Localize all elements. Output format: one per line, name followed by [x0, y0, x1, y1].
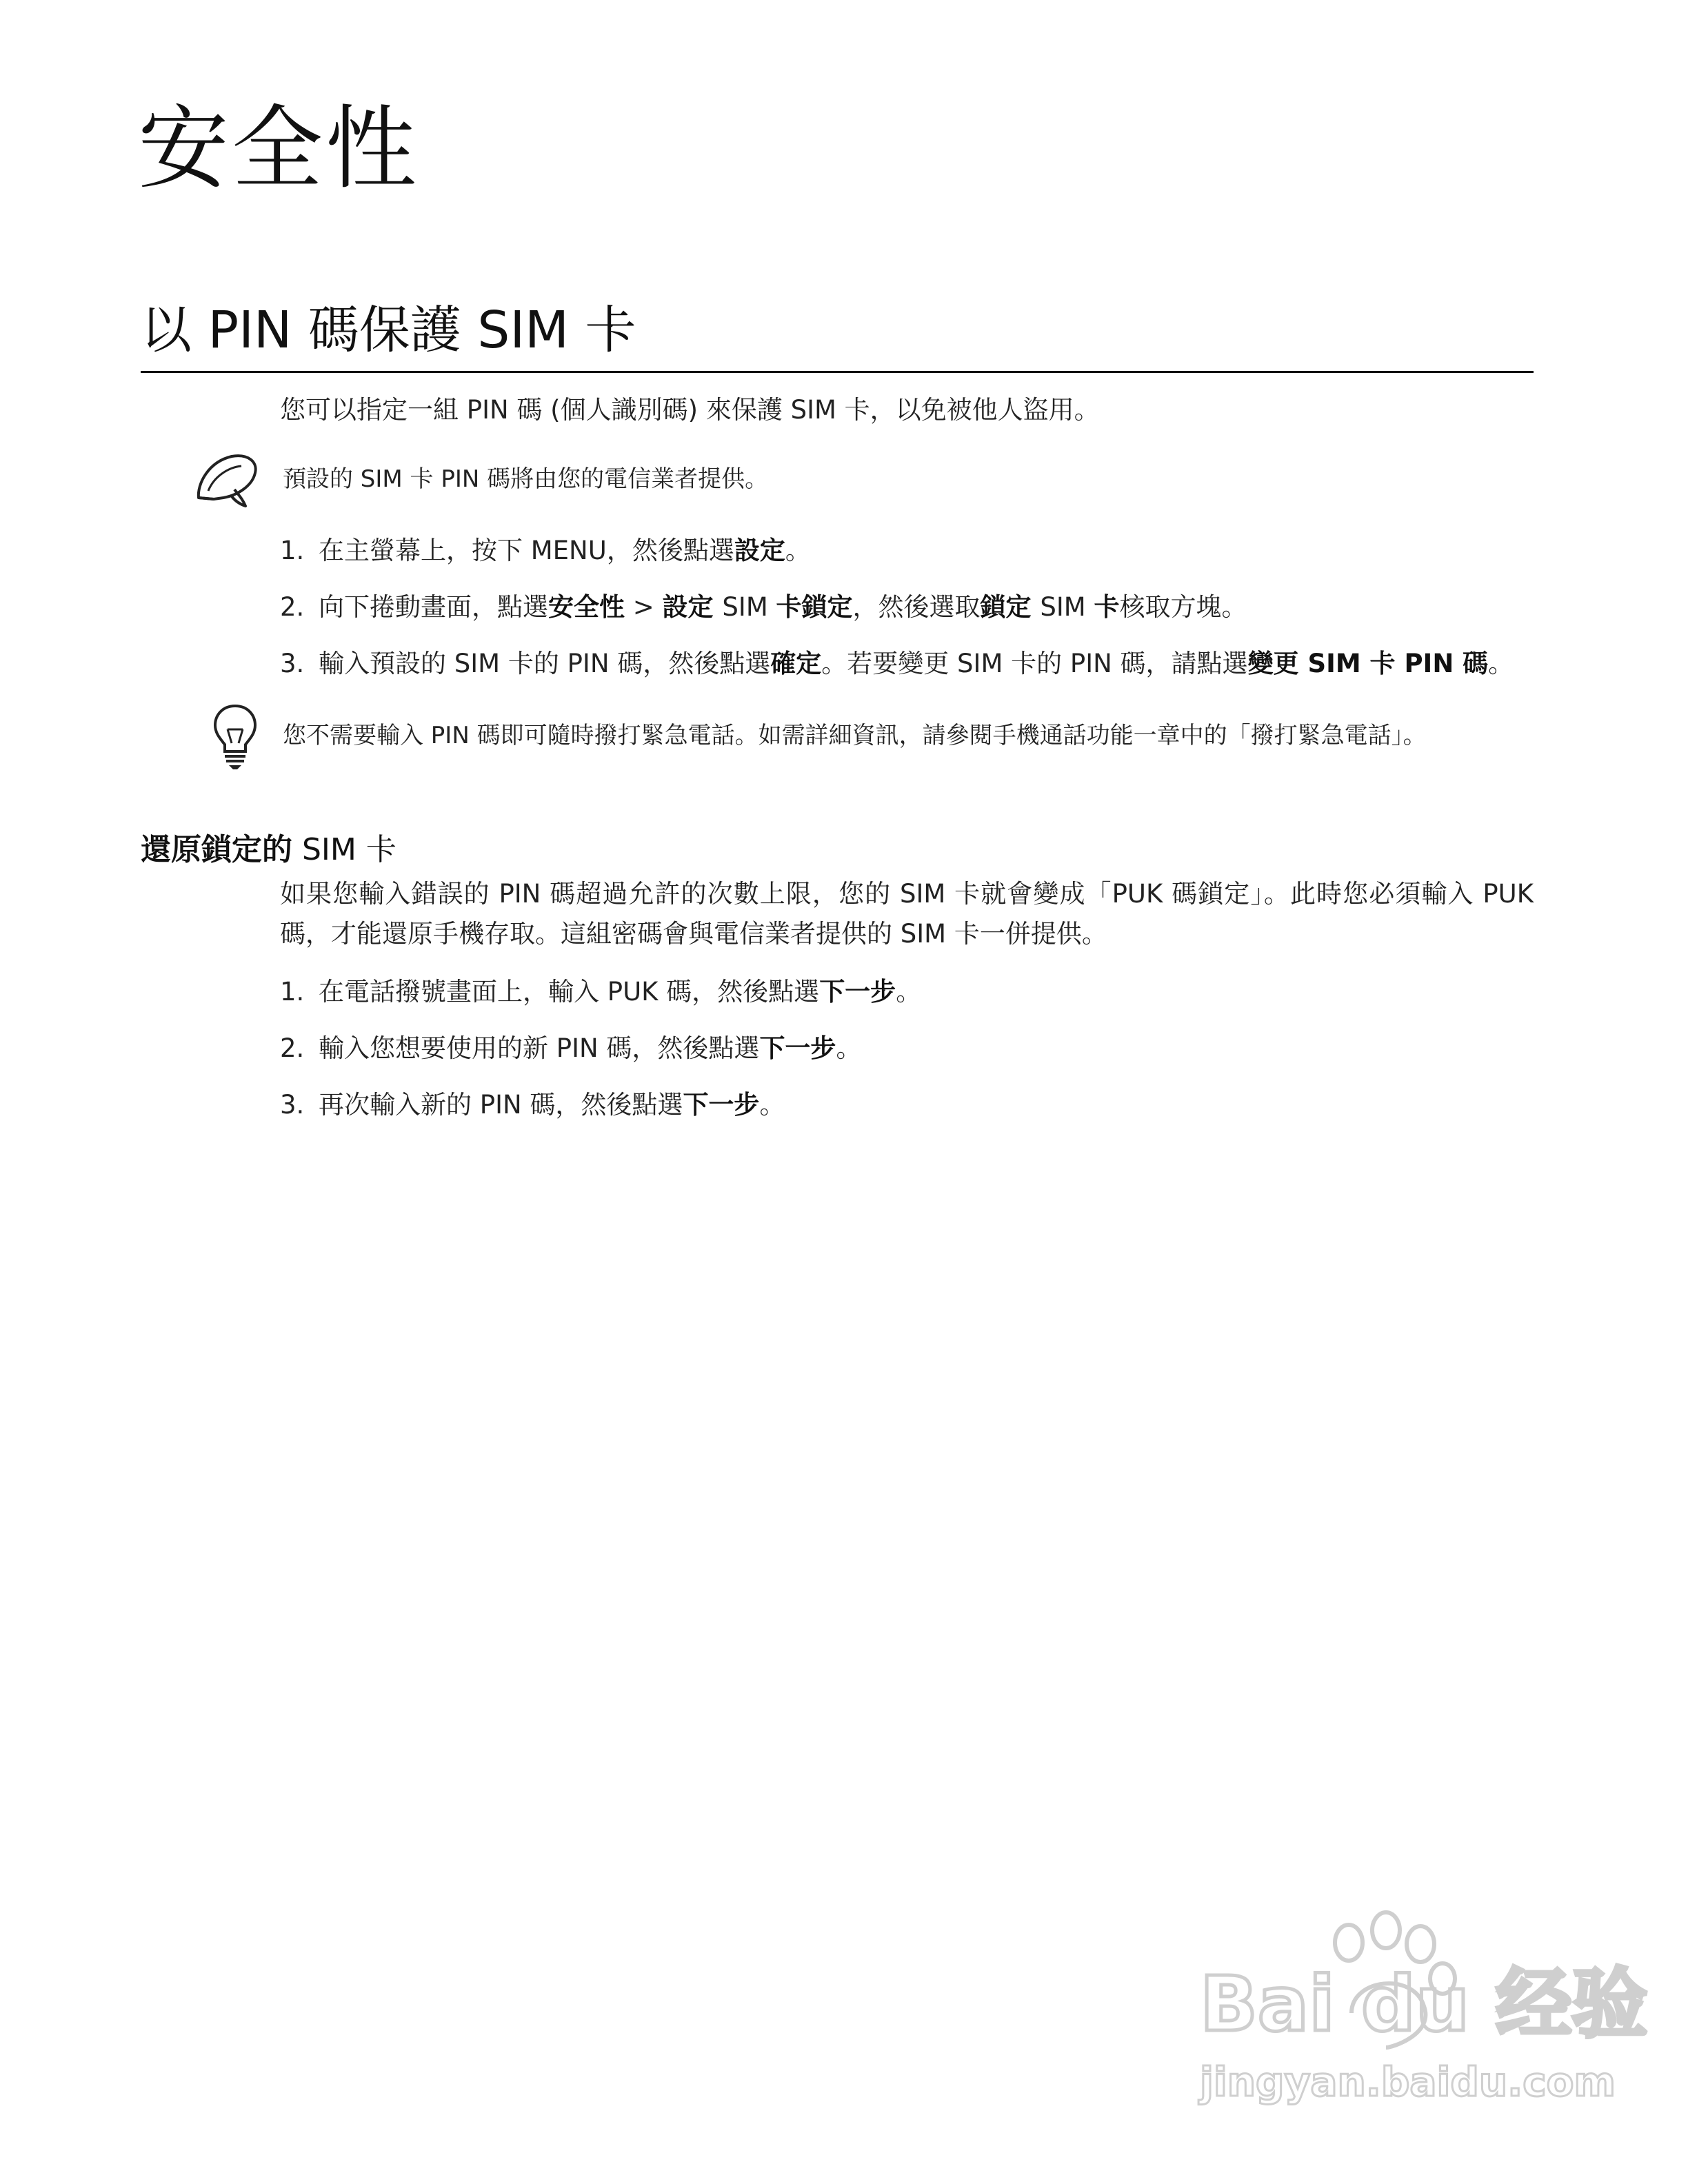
- text-segment: 。: [759, 1090, 785, 1120]
- watermark-brand: Bai du 经验: [1200, 1960, 1648, 2048]
- step-number: 2.: [280, 592, 305, 622]
- list-item: [280, 1029, 861, 1069]
- text-segment: 核取方塊。: [1119, 592, 1247, 622]
- text-segment: >: [625, 592, 663, 622]
- ui-term: 下一步: [819, 977, 896, 1007]
- step-number: 3.: [280, 649, 305, 678]
- text-segment: 。: [1488, 649, 1514, 678]
- list-item: [280, 972, 921, 1012]
- intro-paragraph: 您可以指定一組 PIN 碼 (個人識別碼) 來保護 SIM 卡，以免被他人盜用。: [280, 395, 1100, 425]
- step-text: [319, 649, 1514, 678]
- ui-term: 卡: [1094, 592, 1120, 622]
- ui-term: 設定: [662, 592, 723, 622]
- list-item: [280, 644, 1514, 684]
- ui-term: 鎖定: [980, 592, 1041, 622]
- watermark-url: jingyan.baidu.com: [1200, 2059, 1616, 2105]
- step-number: 1.: [280, 536, 305, 565]
- step-text: [319, 1090, 785, 1120]
- text-segment: 再次輸入新的 PIN 碼，然後點選: [319, 1090, 683, 1120]
- step-text: [319, 977, 921, 1007]
- text-segment: 。若要變更 SIM 卡的 PIN 碼，請點選: [821, 649, 1248, 678]
- text-segment: SIM: [722, 592, 776, 622]
- text-segment: 。: [785, 536, 811, 565]
- text-segment: 在電話撥號畫面上，輸入 PUK 碼，然後點選: [319, 977, 820, 1007]
- text-segment: 。: [896, 977, 922, 1007]
- step-number: 1.: [280, 977, 305, 1007]
- list-item: [280, 531, 811, 571]
- note-text: 預設的 SIM 卡 PIN 碼將由您的電信業者提供。: [283, 465, 769, 493]
- list-item: [280, 587, 1247, 627]
- paw-logo-icon: [1186, 1910, 1648, 2110]
- tip-text: 您不需要輸入 PIN 碼即可隨時撥打緊急電話。如需詳細資訊，請參閱手機通話功能一章中的「撥打緊急電話」。: [283, 722, 1427, 749]
- ui-term: 設定: [734, 536, 785, 565]
- ui-term: 確定: [770, 649, 822, 678]
- heading-latin: SIM 卡: [292, 832, 396, 867]
- ui-term: 下一步: [759, 1033, 836, 1063]
- step-number: 2.: [280, 1033, 305, 1063]
- heading-cjk: 還原鎖定的: [141, 832, 292, 867]
- text-segment: ，然後選取: [852, 592, 981, 622]
- step-number: 3.: [280, 1090, 305, 1120]
- note-icon: [193, 449, 262, 513]
- page-title: 安全性: [138, 96, 419, 202]
- text-segment: 輸入您想要使用的新 PIN 碼，然後點選: [319, 1033, 760, 1063]
- list-item: [280, 1085, 785, 1125]
- section-heading-pin: 以 PIN 碼保護 SIM 卡: [141, 301, 636, 360]
- section-divider: [141, 371, 1534, 373]
- text-segment: 輸入預設的 SIM 卡的 PIN 碼，然後點選: [319, 649, 771, 678]
- text-segment: SIM: [1040, 592, 1094, 622]
- ui-term: 卡鎖定: [776, 592, 853, 622]
- step-text: [319, 1033, 861, 1063]
- text-segment: 。: [836, 1033, 862, 1063]
- step-text: [319, 536, 811, 565]
- baidu-watermark: [1186, 1910, 1648, 2110]
- text-segment: 向下捲動畫面，點選: [319, 592, 548, 622]
- ui-term: 變更 SIM 卡 PIN 碼: [1247, 649, 1489, 678]
- lightbulb-icon: [211, 702, 259, 771]
- text-segment: 在主螢幕上，按下 MENU，然後點選: [319, 536, 734, 565]
- ui-term: 安全性: [548, 592, 625, 622]
- puk-intro-paragraph: 如果您輸入錯誤的 PIN 碼超過允許的次數上限，您的 SIM 卡就會變成「PUK 碼鎖定」。此時您必須輸入 PUK 碼，才能還原手機存取。這組密碼會與電信業者提供的 SIM 卡一併提供。: [280, 879, 1534, 949]
- step-text: [319, 592, 1247, 622]
- ui-term: 下一步: [683, 1090, 760, 1120]
- section-heading-puk: [141, 825, 396, 869]
